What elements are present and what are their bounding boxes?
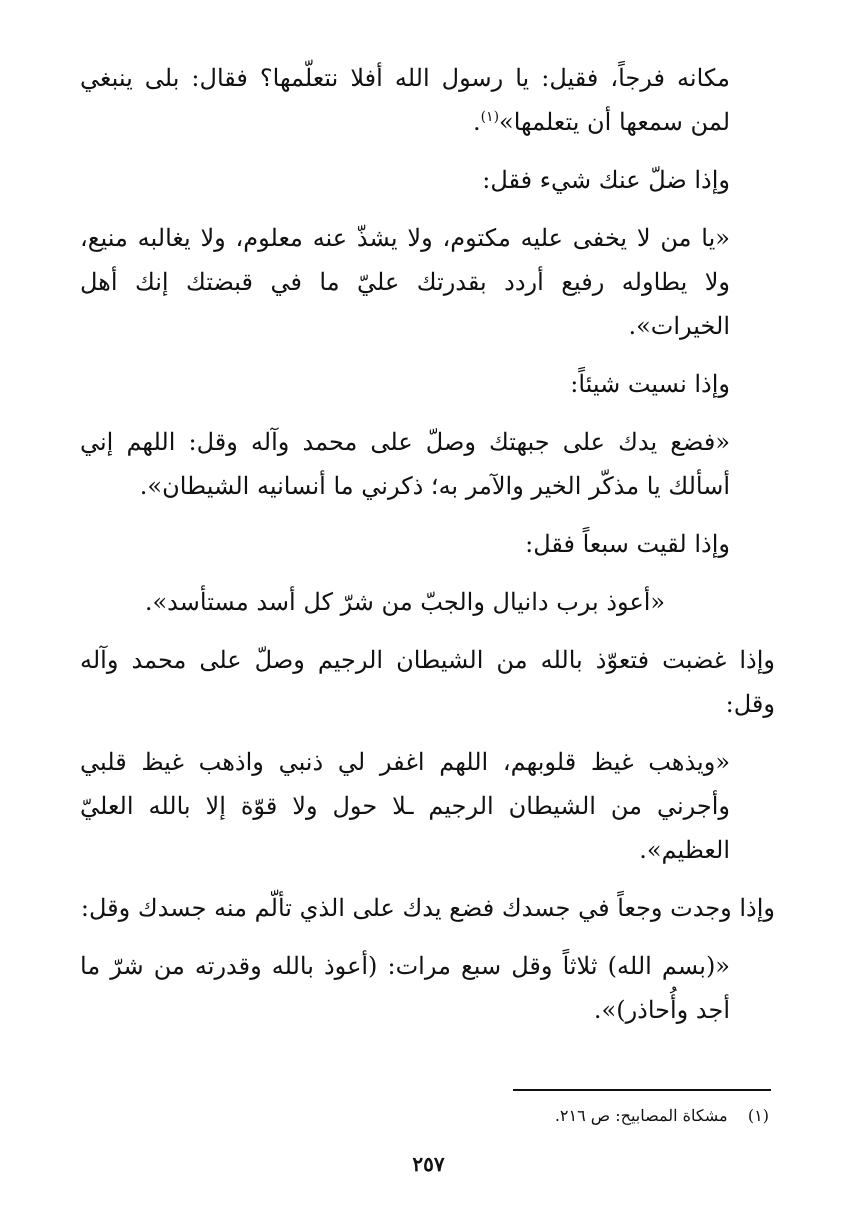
footnote-number: (١) bbox=[747, 1106, 769, 1125]
paragraph-1-text: مكانه فرجاً، فقيل: يا رسول الله أفلا نتعلّمها؟ فقال: بلى ينبغي لمن سمعها أن يتعلمها» bbox=[80, 64, 730, 136]
page-number: ٢٥٧ bbox=[412, 1152, 445, 1176]
page-body bbox=[80, 56, 775, 1046]
supplication-lost-item: «يا من لا يخفى عليه مكتوم، ولا يشذّ عنه معلوم، ولا يغالبه منيع، ولا يطاوله رفيع أردد بقدرتك عليّ ما في قبضتك إنك أهل الخيرات». bbox=[80, 224, 730, 340]
supplication-forgetting: «فضع يدك على جبهتك وصلّ على محمد وآله وقل: اللهم إني أسألك يا مذكّر الخير والآمر به؛ ذكرني ما أنسانيه الشيطان». bbox=[80, 428, 730, 500]
paragraph-anger: وإذا غضبت فتعوّذ بالله من الشيطان الرجيم وصلّ على محمد وآله وقل: bbox=[80, 646, 775, 718]
footnote-marker[interactable]: (١) bbox=[480, 109, 500, 125]
paragraph-1-tail: . bbox=[472, 108, 481, 136]
footnote-divider bbox=[513, 1089, 771, 1091]
paragraph-1 bbox=[80, 56, 730, 144]
footnote bbox=[555, 1104, 769, 1128]
supplication-pain: «(بسم الله) ثلاثاً وقل سبع مرات: (أعوذ بالله وقدرته من شرّ ما أجد وأُحاذر)». bbox=[80, 952, 730, 1024]
footnote-text: مشكاة المصابيح: ص ٢١٦. bbox=[554, 1106, 728, 1125]
supplication-anger: «ويذهب غيظ قلوبهم، اللهم اغفر لي ذنبي واذهب غيظ قلبي وأجرني من الشيطان الرجيم ـلا حول ولا قوّة إلا بالله العليّ العظيم». bbox=[80, 748, 730, 864]
paragraph-pain: وإذا وجدت وجعاً في جسدك فضع يدك على الذي تألّم منه جسدك وقل: bbox=[80, 894, 775, 922]
heading-forgetting: وإذا نسيت شيئاً: bbox=[570, 370, 730, 398]
heading-lost-item: وإذا ضلّ عنك شيء فقل: bbox=[482, 166, 730, 194]
heading-beast: وإذا لقيت سبعاً فقل: bbox=[525, 530, 730, 558]
supplication-beast: «أعوذ برب دانيال والجبّ من شرّ كل أسد مستأسد». bbox=[144, 588, 666, 616]
